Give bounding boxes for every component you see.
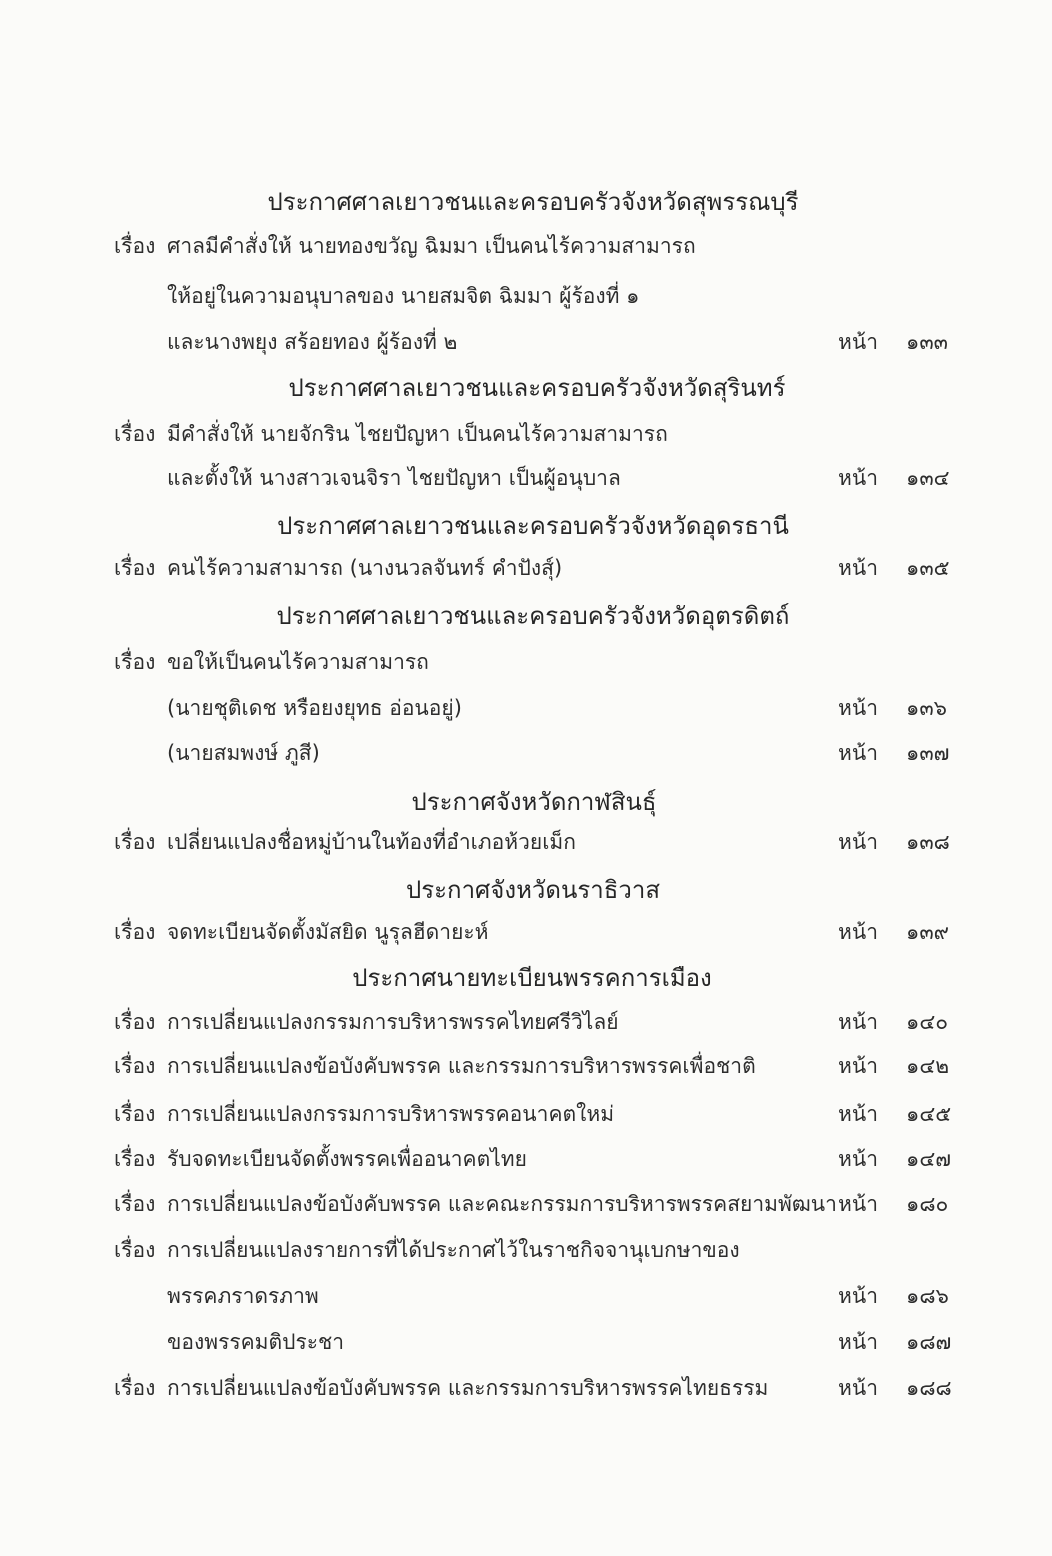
section-heading: ประกาศศาลเยาวชนและครอบครัวจังหวัดสุรินทร์ [288,374,786,402]
page-reference [838,1372,958,1405]
page-number: ๑๘๐ [906,1192,949,1216]
page-word: หน้า [838,1284,878,1308]
entry-title: เปลี่ยนแปลงชื่อหมู่บ้านในท้องที่อำเภอห้วยเม็ก [167,830,576,854]
page-word: หน้า [838,330,878,354]
section-heading: ประกาศศาลเยาวชนและครอบครัวจังหวัดสุพรรณบุรี [267,188,799,216]
page-reference [838,462,958,495]
entry-title: รับจดทะเบียนจัดตั้งพรรคเพื่ออนาคตไทย [167,1147,527,1171]
page-number: ๑๘๘ [906,1376,952,1400]
entry-label: เรื่อง [114,1010,156,1034]
entry-label: เรื่อง [114,650,156,674]
page-number: ๑๔๗ [906,1147,952,1171]
page-number: ๑๓๘ [906,830,950,854]
page-word: หน้า [838,1102,878,1126]
entry-title: ศาลมีคำสั่งให้ นายทองขวัญ ฉิมมา เป็นคนไร้ความสามารถ [167,234,696,258]
page-reference [838,1326,958,1359]
page-reference [838,1006,958,1039]
page-word: หน้า [838,1192,878,1216]
page-reference [838,737,958,770]
section-heading: ประกาศจังหวัดนราธิวาส [406,876,660,904]
page-reference [838,826,958,859]
page-word: หน้า [838,1147,878,1171]
entry-title: การเปลี่ยนแปลงข้อบังคับพรรค และคณะกรรมการบริหารพรรคสยามพัฒนา [167,1192,837,1216]
entry-continuation: พรรคภราดรภาพ [167,1284,319,1308]
page-word: หน้า [838,696,878,720]
page-number: ๑๘๖ [906,1284,949,1308]
entry-label: เรื่อง [114,234,156,258]
entry-label: เรื่อง [114,556,156,580]
page-word: หน้า [838,556,878,580]
page-number: ๑๓๕ [906,556,950,580]
page-reference [838,916,958,949]
entry-continuation: และนางพยุง สร้อยทอง ผู้ร้องที่ ๒ [167,330,458,354]
page-reference [838,692,958,725]
entry-title: ขอให้เป็นคนไร้ความสามารถ [167,650,429,674]
page-number: ๑๔๐ [906,1010,949,1034]
page-word: หน้า [838,741,878,765]
page-reference [838,1143,958,1176]
entry-continuation: ของพรรคมติประชา [167,1330,345,1354]
page-word: หน้า [838,920,878,944]
page-number: ๑๓๓ [906,330,949,354]
entry-label: เรื่อง [114,830,156,854]
page-number: ๑๔๕ [906,1102,952,1126]
page-word: หน้า [838,1010,878,1034]
page-number: ๑๓๔ [906,466,950,490]
entry-title: มีคำสั่งให้ นายจักริน ไชยปัญหา เป็นคนไร้ความสามารถ [167,422,668,446]
entry-label: เรื่อง [114,1147,156,1171]
entry-label: เรื่อง [114,1376,156,1400]
page-number: ๑๓๗ [906,741,950,765]
section-heading: ประกาศนายทะเบียนพรรคการเมือง [352,964,712,992]
section-heading: ประกาศศาลเยาวชนและครอบครัวจังหวัดอุดรธานี [277,512,789,540]
section-heading: ประกาศจังหวัดกาฬสินธุ์ [411,788,657,816]
entry-label: เรื่อง [114,422,156,446]
page-reference [838,326,958,359]
entry-continuation: ให้อยู่ในความอนุบาลของ นายสมจิต ฉิมมา ผู้ร้องที่ ๑ [167,284,640,308]
page-word: หน้า [838,830,878,854]
entry-title: การเปลี่ยนแปลงข้อบังคับพรรค และกรรมการบริหารพรรคเพื่อชาติ [167,1054,756,1078]
entry-label: เรื่อง [114,1102,156,1126]
entry-label: เรื่อง [114,1054,156,1078]
entry-continuation: (นายสมพงษ์ ภูสี) [167,741,320,765]
entry-label: เรื่อง [114,1238,156,1262]
entry-title: การเปลี่ยนแปลงข้อบังคับพรรค และกรรมการบริหารพรรคไทยธรรม [167,1376,769,1400]
page-word: หน้า [838,1330,878,1354]
page-number: ๑๓๖ [906,696,948,720]
entry-label: เรื่อง [114,1192,156,1216]
entry-title: การเปลี่ยนแปลงกรรมการบริหารพรรคไทยศรีวิไลย์ [167,1010,619,1034]
entry-label: เรื่อง [114,920,156,944]
entry-title: การเปลี่ยนแปลงกรรมการบริหารพรรคอนาคตใหม่ [167,1102,615,1126]
entry-title: คนไร้ความสามารถ (นางนวลจันทร์ คำปังสุ์) [167,556,563,580]
page-reference [838,1280,958,1313]
page-number: ๑๔๒ [906,1054,950,1078]
entry-title: การเปลี่ยนแปลงรายการที่ได้ประกาศไว้ในราชกิจจานุเบกษาของ [167,1238,740,1262]
page-word: หน้า [838,1376,878,1400]
section-heading: ประกาศศาลเยาวชนและครอบครัวจังหวัดอุตรดิตถ์ [276,602,790,630]
entry-continuation: (นายชุติเดช หรือยงยุทธ อ่อนอยู่) [167,696,462,720]
page-word: หน้า [838,466,878,490]
page-reference [838,552,958,585]
page-word: หน้า [838,1054,878,1078]
page-reference [838,1098,958,1131]
page-number: ๑๓๙ [906,920,950,944]
entry-title: จดทะเบียนจัดตั้งมัสยิด นูรุลฮีดายะห์ [167,920,489,944]
page-reference [838,1188,958,1221]
entry-continuation: และตั้งให้ นางสาวเจนจิรา ไชยปัญหา เป็นผู้อนุบาล [167,466,621,490]
page-number: ๑๘๗ [906,1330,952,1354]
page-reference [838,1050,958,1083]
